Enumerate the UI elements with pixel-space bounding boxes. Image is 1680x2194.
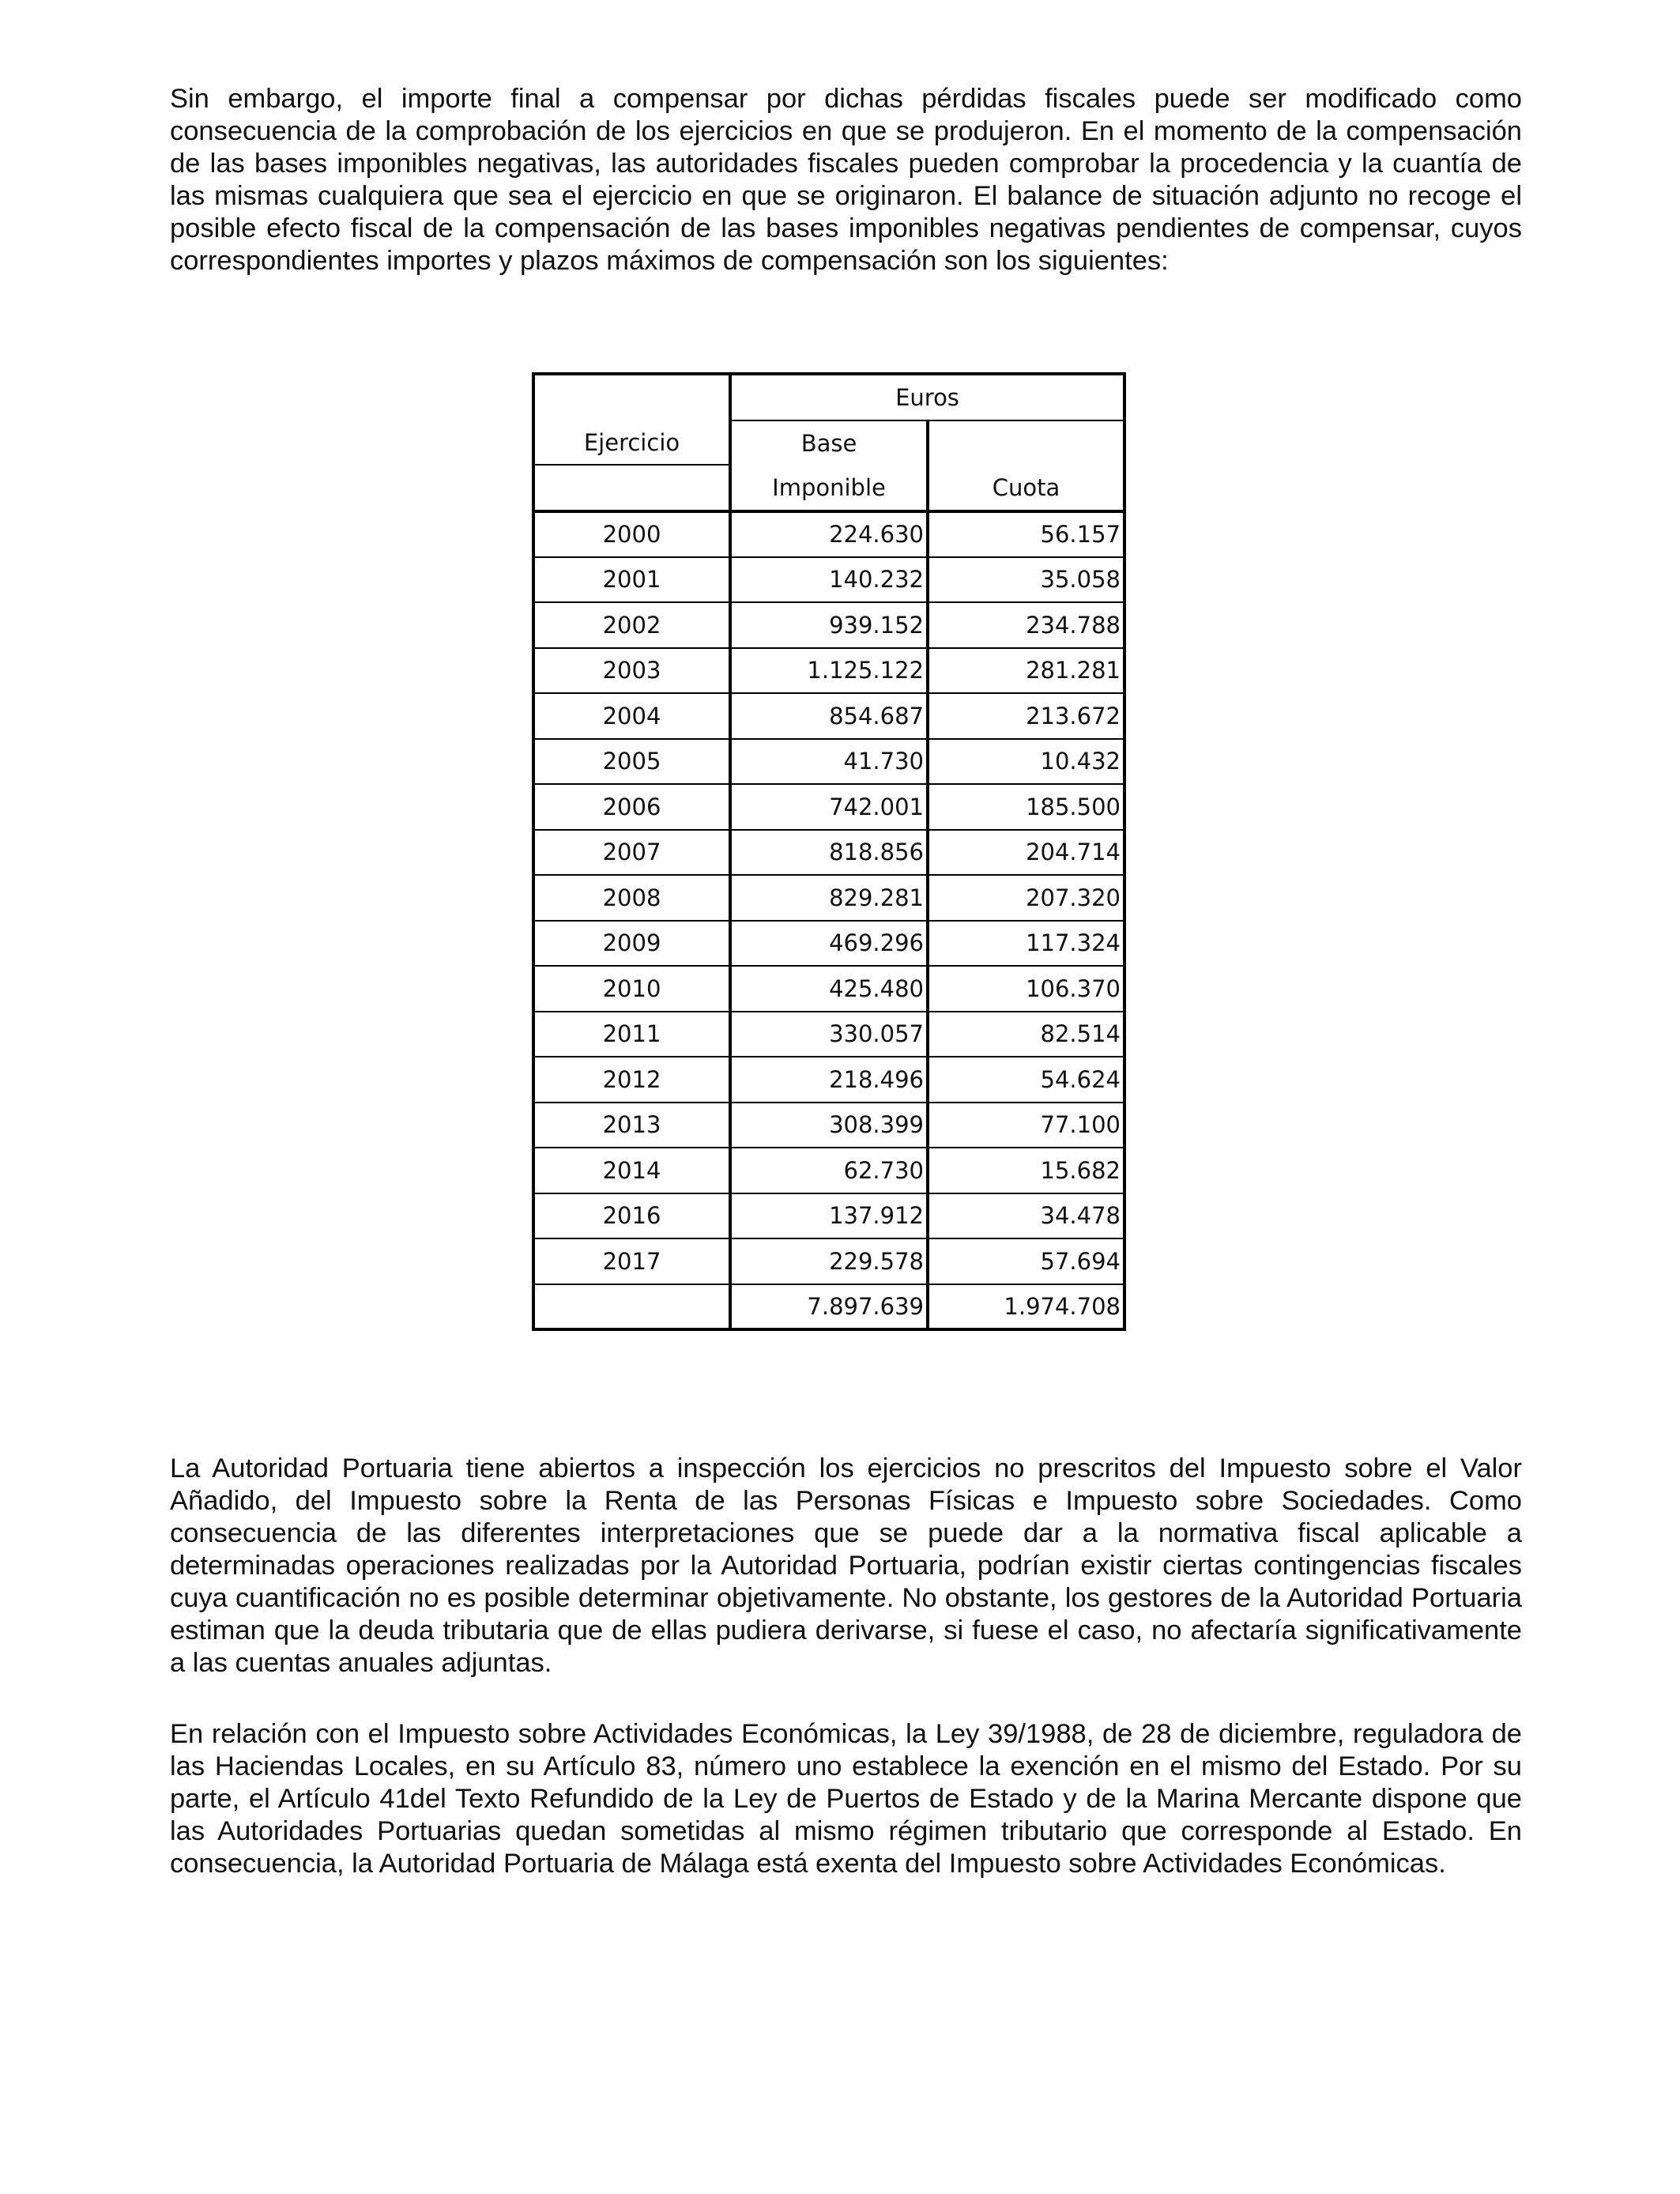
year-cell: 2006 <box>533 784 730 830</box>
cuota-cell: 10.432 <box>928 739 1124 785</box>
cuota-cell: 15.682 <box>928 1148 1124 1193</box>
year-cell: 2016 <box>533 1193 730 1239</box>
intro-paragraph: Sin embargo, el importe final a compensar por dichas pérdidas fiscales puede ser modificado como consecuencia de la comprobación de los ejercicios en que se produjeron. En el momento de la compensación de las bases imponibles negativas, las autoridades fiscales pueden comprobar la procedencia y la cuantía de las mismas cualquiera que sea el ejercicio en que se originaron. El balance de situación adjunto no recoge el posible efecto fiscal de la compensación de las bases imponibles negativas pendientes de compensar, cuyos correspondientes importes y plazos máximos de compensación son los siguientes: <box>170 84 1522 276</box>
header-blank-cell-2 <box>533 465 730 511</box>
table-row <box>533 875 1124 921</box>
total-cuota-cell: 1.974.708 <box>928 1284 1124 1330</box>
year-cell: 2011 <box>533 1012 730 1057</box>
cuota-cell: 34.478 <box>928 1193 1124 1239</box>
header-cuota: Cuota <box>928 465 1124 511</box>
base-imponible-cell: 1.125.122 <box>730 648 928 694</box>
year-cell: 2004 <box>533 693 730 739</box>
table-row <box>533 557 1124 603</box>
cuota-cell: 54.624 <box>928 1057 1124 1103</box>
cuota-cell: 204.714 <box>928 830 1124 876</box>
base-imponible-cell: 140.232 <box>730 557 928 603</box>
inspection-paragraph: La Autoridad Portuaria tiene abiertos a inspección los ejercicios no prescritos del Impuesto sobre el Valor Añadido, del Impuesto sobre la Renta de las Personas Físicas e Impuesto sobre Sociedades. Como consecuencia de las diferentes interpretaciones que se puede dar a la normativa fiscal aplicable a determinadas operaciones realizadas por la Autoridad Portuaria, podrían existir ciertas contingencias fiscales cuya cuantificación no es posible determinar objetivamente. No obstante, los gestores de la Autoridad Portuaria estiman que la deuda tributaria que de ellas pudiera derivarse, si fuese el caso, no afectaría significativamente a las cuentas anuales adjuntas. <box>170 1453 1522 1678</box>
tax-loss-table <box>532 372 1126 1331</box>
year-cell: 2013 <box>533 1103 730 1148</box>
base-imponible-cell: 854.687 <box>730 693 928 739</box>
header-imponible: Imponible <box>730 465 928 511</box>
base-imponible-cell: 218.496 <box>730 1057 928 1103</box>
year-cell: 2017 <box>533 1238 730 1284</box>
table-row <box>533 693 1124 739</box>
cuota-cell: 207.320 <box>928 875 1124 921</box>
base-imponible-cell: 829.281 <box>730 875 928 921</box>
table-row <box>533 602 1124 648</box>
table-row <box>533 1148 1124 1193</box>
table-row <box>533 648 1124 694</box>
cuota-cell: 185.500 <box>928 784 1124 830</box>
base-imponible-cell: 469.296 <box>730 921 928 967</box>
year-cell: 2008 <box>533 875 730 921</box>
cuota-cell: 281.281 <box>928 648 1124 694</box>
header-base: Base <box>730 420 928 465</box>
header-ejercicio: Ejercicio <box>533 420 730 465</box>
table-row <box>533 1057 1124 1103</box>
base-imponible-cell: 425.480 <box>730 966 928 1012</box>
cuota-cell: 82.514 <box>928 1012 1124 1057</box>
base-imponible-cell: 939.152 <box>730 602 928 648</box>
cuota-cell: 106.370 <box>928 966 1124 1012</box>
base-imponible-cell: 137.912 <box>730 1193 928 1239</box>
iae-paragraph: En relación con el Impuesto sobre Actividades Económicas, la Ley 39/1988, de 28 de diciembre, reguladora de las Haciendas Locales, en su Artículo 83, número uno establece la exención en el mismo del Estado. Por su parte, el Artículo 41del Texto Refundido de la Ley de Puertos de Estado y de la Marina Mercante dispone que las Autoridades Portuarias quedan sometidas al mismo régimen tributario que corresponde al Estado. En consecuencia, la Autoridad Portuaria de Málaga está exenta del Impuesto sobre Actividades Económicas. <box>170 1719 1522 1879</box>
year-cell: 2003 <box>533 648 730 694</box>
year-cell: 2001 <box>533 557 730 603</box>
year-cell: 2002 <box>533 602 730 648</box>
table-row <box>533 1012 1124 1057</box>
base-imponible-cell: 330.057 <box>730 1012 928 1057</box>
base-imponible-cell: 41.730 <box>730 739 928 785</box>
table-row <box>533 511 1124 557</box>
header-euros: Euros <box>730 374 1124 420</box>
base-imponible-cell: 224.630 <box>730 511 928 557</box>
base-imponible-cell: 818.856 <box>730 830 928 876</box>
table-row <box>533 739 1124 785</box>
total-base-cell: 7.897.639 <box>730 1284 928 1330</box>
base-imponible-cell: 742.001 <box>730 784 928 830</box>
year-cell: 2014 <box>533 1148 730 1193</box>
cuota-cell: 234.788 <box>928 602 1124 648</box>
table-row <box>533 784 1124 830</box>
header-blank-cell <box>533 374 730 420</box>
base-imponible-cell: 62.730 <box>730 1148 928 1193</box>
year-cell: 2005 <box>533 739 730 785</box>
cuota-cell: 35.058 <box>928 557 1124 603</box>
cuota-cell: 56.157 <box>928 511 1124 557</box>
total-year-cell <box>533 1284 730 1330</box>
table-row <box>533 1103 1124 1148</box>
table-row <box>533 966 1124 1012</box>
table-row <box>533 1193 1124 1239</box>
table-row <box>533 1238 1124 1284</box>
header-cuota-blank <box>928 420 1124 465</box>
cuota-cell: 57.694 <box>928 1238 1124 1284</box>
table-row <box>533 830 1124 876</box>
year-cell: 2000 <box>533 511 730 557</box>
year-cell: 2012 <box>533 1057 730 1103</box>
year-cell: 2010 <box>533 966 730 1012</box>
year-cell: 2009 <box>533 921 730 967</box>
table-row <box>533 921 1124 967</box>
cuota-cell: 213.672 <box>928 693 1124 739</box>
cuota-cell: 77.100 <box>928 1103 1124 1148</box>
year-cell: 2007 <box>533 830 730 876</box>
cuota-cell: 117.324 <box>928 921 1124 967</box>
base-imponible-cell: 229.578 <box>730 1238 928 1284</box>
base-imponible-cell: 308.399 <box>730 1103 928 1148</box>
